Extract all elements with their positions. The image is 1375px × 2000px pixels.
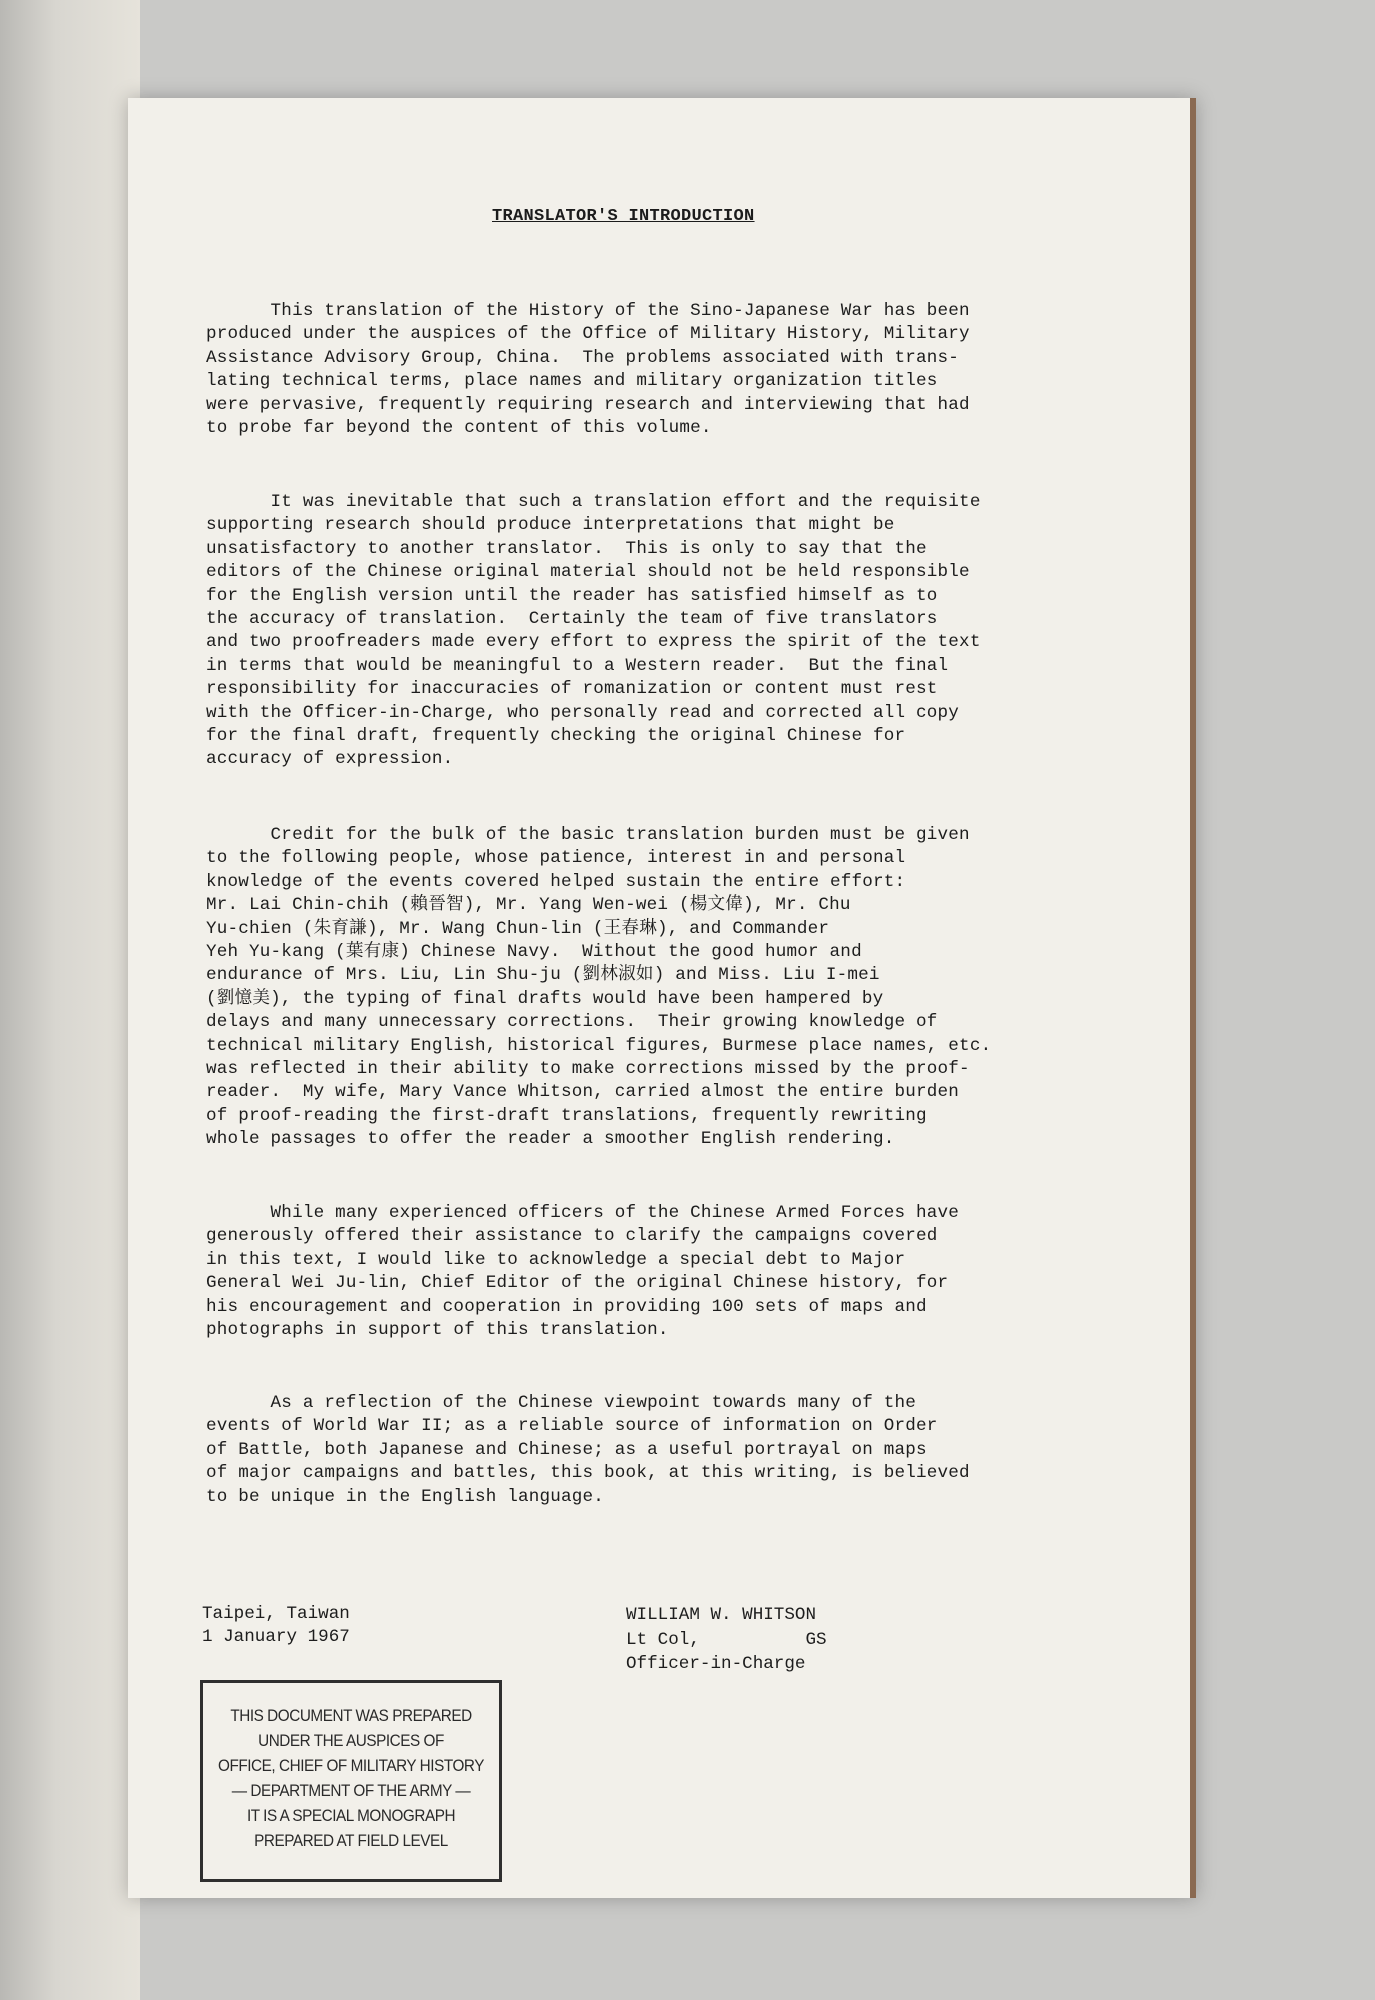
place-date-block [202,1603,502,1650]
stamp-line: OFFICE, CHIEF OF MILITARY HISTORY [218,1756,484,1775]
date: 1 January 1967 [202,1627,350,1648]
stamp-line: — DEPARTMENT OF THE ARMY — [231,1781,471,1800]
paragraph-3: Credit for the bulk of the basic translation burden must be given to the following people, whose patience, interest in and personal knowledge of the events covered helped sustain the entire effort: Mr. Lai Chin-chih (賴晉智), Mr. Yang Wen-wei (楊文偉), Mr. Chu Yu-chien (朱育謙), Mr. Wang Chun-lin (王春琳), and Commander Yeh Yu-kang (葉有康) Chinese Navy. Without the good humor and endurance of Mrs. Liu, Lin Shu-ju (劉林淑如) and Miss. Liu I-mei (劉憶美), the typing of final drafts would have been hampered by delays and many unnecessary corrections. Their growing knowledge of technical military English, historical figures, Burmese place names, etc. was reflected in their ability to make corrections missed by the proof- reader. My wife, Mary Vance Whitson, carried almost the entire burden of proof-reading the first-draft translations, frequently rewriting whole passages to offer the reader a smoother English rendering. [206,825,992,1150]
stamp-line: THIS DOCUMENT WAS PREPARED [230,1706,472,1725]
stamp-line: IT IS A SPECIAL MONOGRAPH [246,1806,456,1825]
book-left-page-edge [0,0,140,2000]
place: Taipei, Taiwan [202,1604,350,1624]
signature-block [626,1603,886,1677]
paragraph-1: This translation of the History of the Sino-Japanese War has been produced under the auspices of the Office of Military History, Military Assistance Advisory Group, China. The problems associated with trans- lating technical terms, place names and military organization titles were pervasive, frequently requiring research and interviewing that had to probe far beyond the content of this volume. [206,301,970,439]
paragraph-5: As a reflection of the Chinese viewpoint towards many of the events of World War II; as a reliable source of information on Order of Battle, both Japanese and Chinese; as a useful portrayal on maps of major campaigns and battles, this book, at this writing, is believed to be unique in the English language. [206,1393,970,1507]
signatory-name: WILLIAM W. WHITSON [626,1605,817,1625]
stamp-line: UNDER THE AUSPICES OF [258,1731,444,1750]
page-title: TRANSLATOR'S INTRODUCTION [492,207,755,226]
paragraph-4: While many experienced officers of the Chinese Armed Forces have generously offered their assistance to clarify the campaigns covered in this text, I would like to acknowledge a special debt to Major General Wei Ju-lin, Chief Editor of the original Chinese history, for his encouragement and cooperation in providing 100 sets of maps and photographs in support of this translation. [206,1203,960,1341]
official-stamp [200,1680,502,1882]
stamp-line: PREPARED AT FIELD LEVEL [254,1831,448,1850]
paragraph-2: It was inevitable that such a translation effort and the requisite supporting research should produce interpretations that might be unsatisfactory to another translator. This is only to say that the editors of the Chinese original material should not be held responsible for the English version until the reader has satisfied himself as to the accuracy of translation. Certainly the team of five translators and two proofreaders made every effort to express the spirit of the text in terms that would be meaningful to a Western reader. But the final responsibility for inaccuracies of romanization or content must rest with the Officer-in-Charge, who personally read and corrected all copy for the final draft, frequently checking the original Chinese for accuracy of expression. [206,492,981,770]
signatory-role: Officer-in-Charge [626,1654,806,1674]
signatory-rank: Lt Col, GS [626,1629,827,1650]
